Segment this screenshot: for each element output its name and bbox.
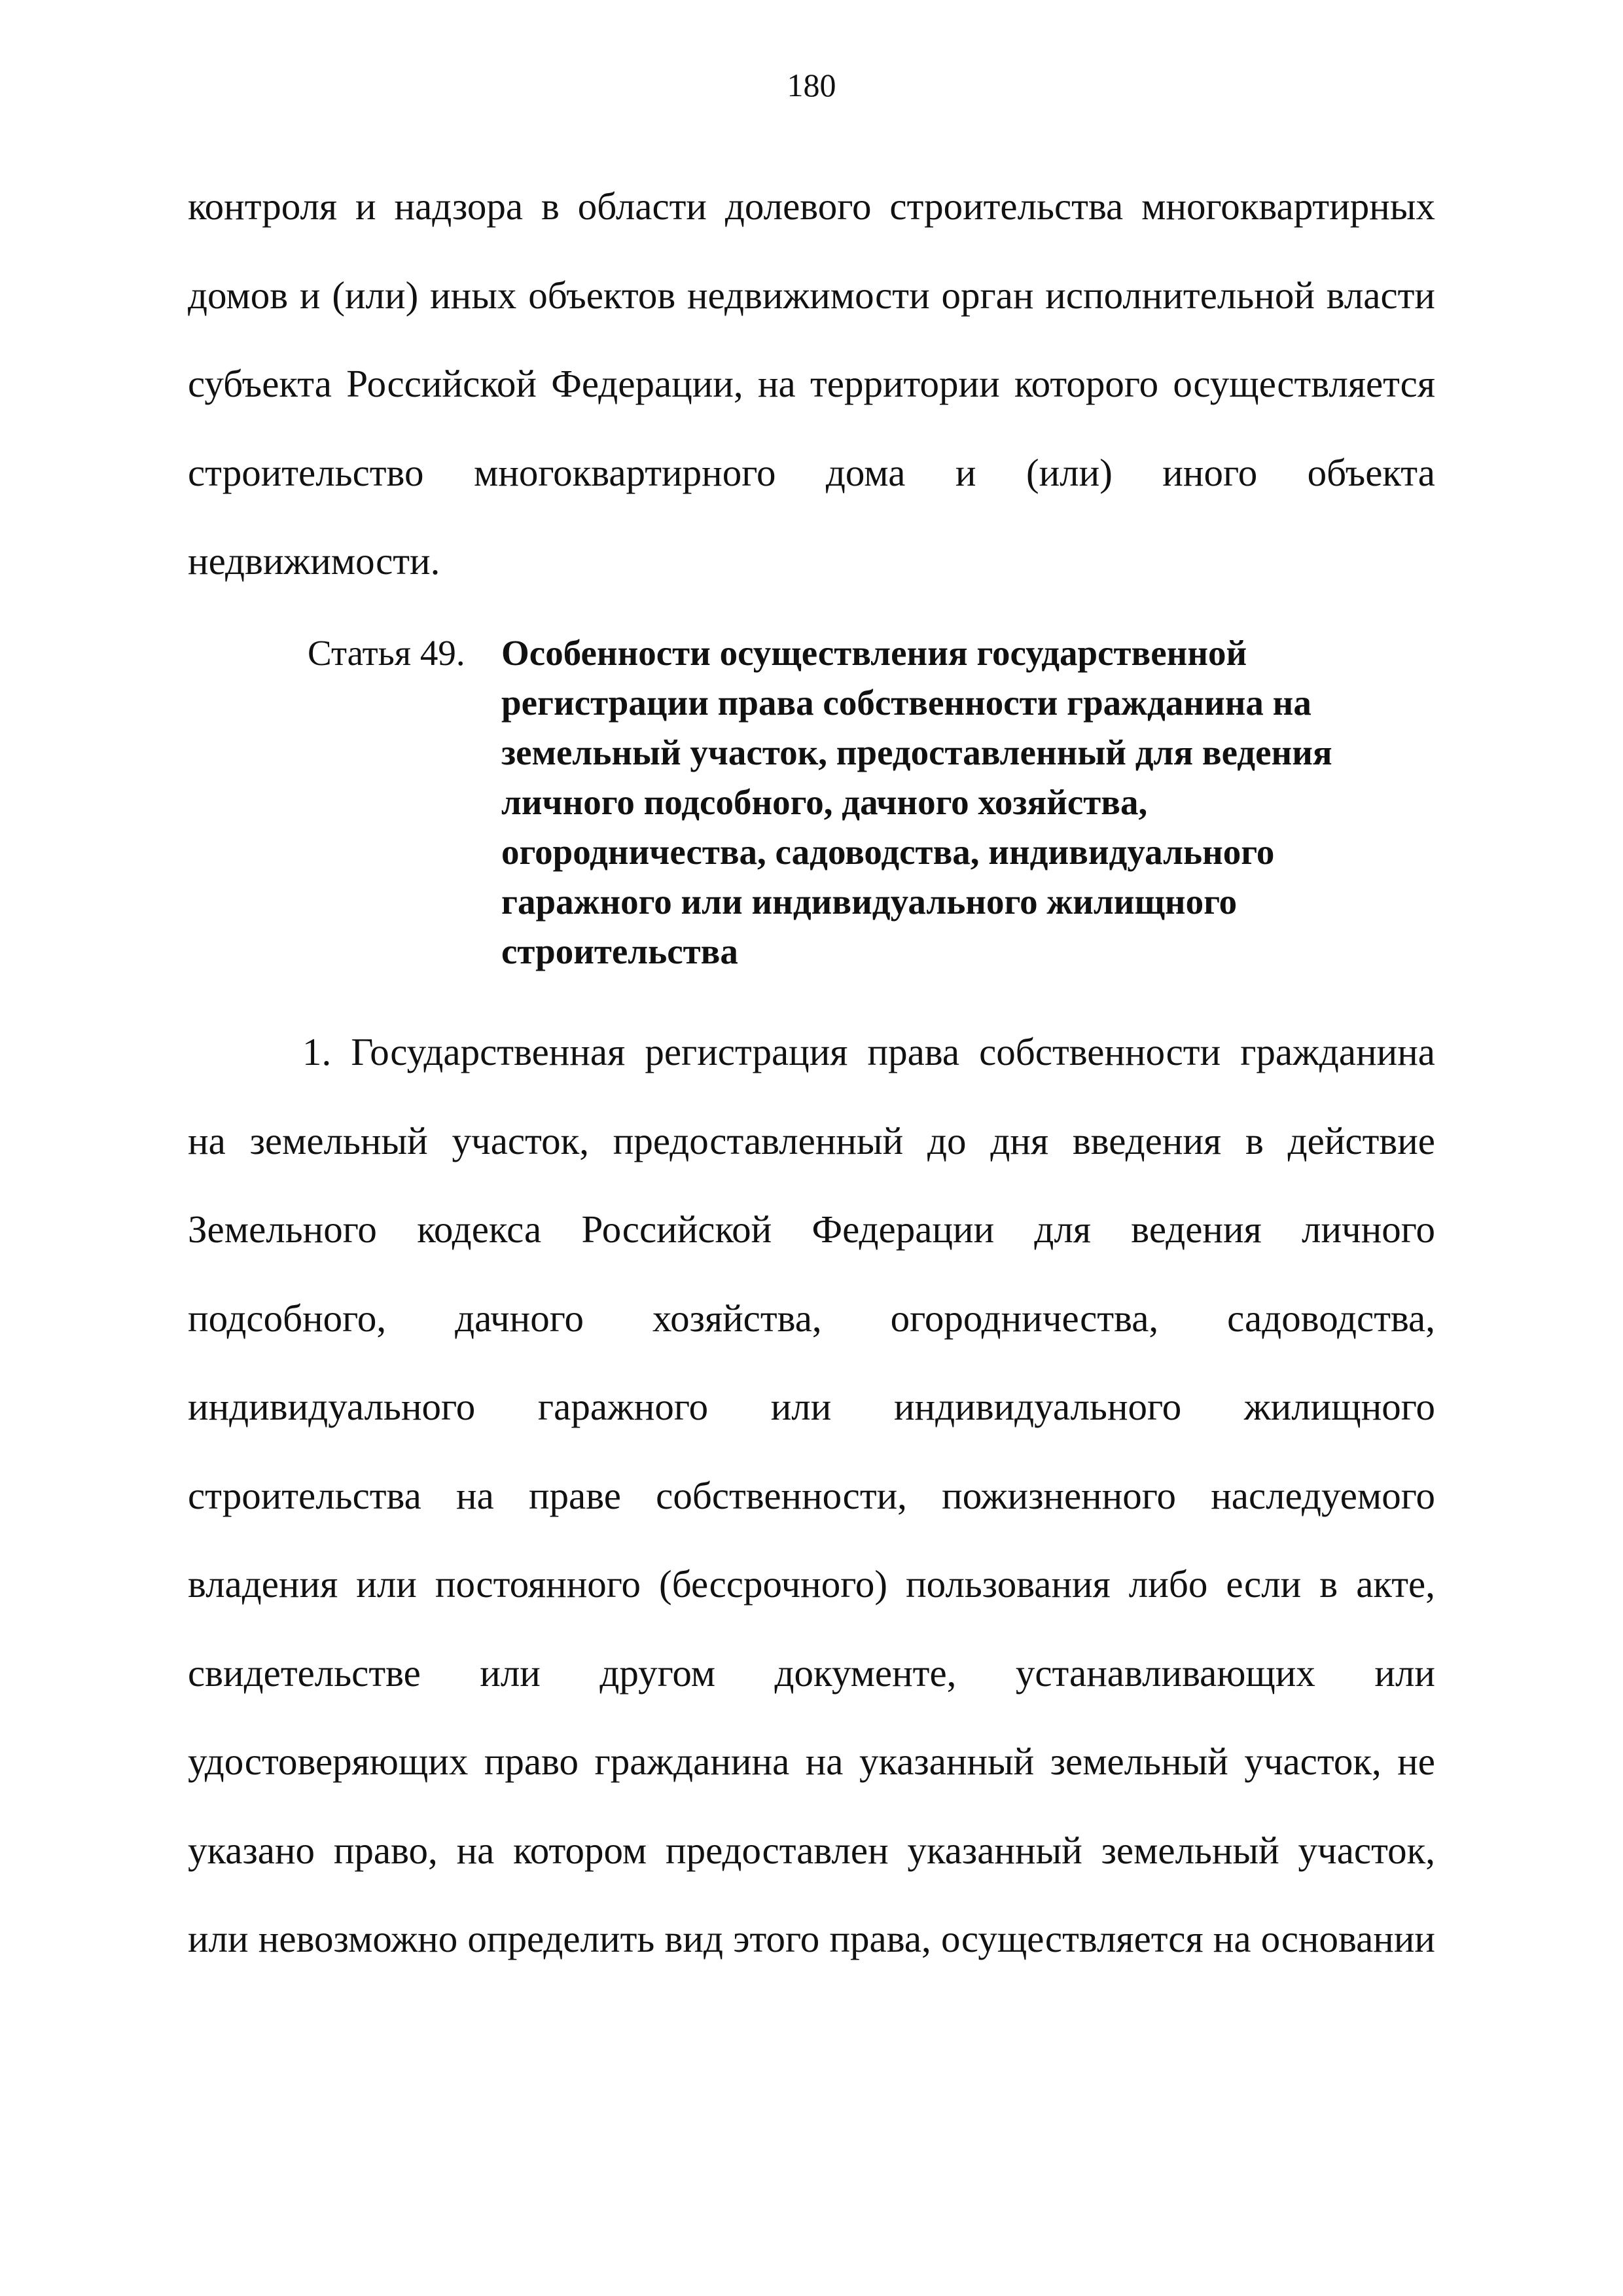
text-line: индивидуального гаражного или индивидуального жилищного xyxy=(188,1385,1435,1428)
text-line: контроля и надзора в области долевого строительства многоквартирных xyxy=(188,185,1435,228)
text-line: 1. Государственная регистрация права собственности гражданина xyxy=(302,1030,1435,1073)
article-label: Статья 49. xyxy=(308,633,465,673)
article-title-line: огородничества, садоводства, индивидуального xyxy=(501,832,1275,872)
text-line: подсобного, дачного хозяйства, огородничества, садоводства, xyxy=(188,1296,1435,1340)
body-paragraph xyxy=(188,1008,1435,1984)
text-line: указано право, на котором предоставлен указанный земельный участок, xyxy=(188,1828,1435,1872)
article-title-line: земельный участок, предоставленный для ведения xyxy=(501,732,1332,772)
text-line: удостоверяющих право гражданина на указанный земельный участок, не xyxy=(188,1740,1435,1783)
text-line: строительства на праве собственности, пожизненного наследуемого xyxy=(188,1473,1435,1517)
article-title xyxy=(501,628,1450,977)
article-title-line: регистрации права собственности гражданина на xyxy=(501,683,1311,723)
text-line: субъекта Российской Федерации, на территории которого осуществляется xyxy=(188,362,1435,405)
page-number: 180 xyxy=(787,67,836,103)
article-title-line: Особенности осуществления государственной xyxy=(501,633,1247,673)
text-line: домов и (или) иных объектов недвижимости орган исполнительной власти xyxy=(188,273,1435,317)
article-title-line: гаражного или индивидуального жилищного xyxy=(501,882,1238,922)
article-title-line: личного подсобного, дачного хозяйства, xyxy=(501,782,1148,822)
text-line: свидетельстве или другом документе, устанавливающих или xyxy=(188,1651,1435,1695)
text-line: строительство многоквартирного дома и (или) иного объекта xyxy=(188,450,1435,494)
article-title-line: строительства xyxy=(501,931,738,971)
text-line: владения или постоянного (бессрочного) пользования либо если в акте, xyxy=(188,1562,1435,1605)
text-line: недвижимости. xyxy=(188,539,440,583)
text-line: Земельного кодекса Российской Федерации для ведения личного xyxy=(188,1208,1435,1251)
text-line: или невозможно определить вид этого права, осуществляется на основании xyxy=(188,1917,1435,1960)
intro-paragraph xyxy=(188,162,1435,606)
text-line: на земельный участок, предоставленный до дня введения в действие xyxy=(188,1119,1435,1162)
